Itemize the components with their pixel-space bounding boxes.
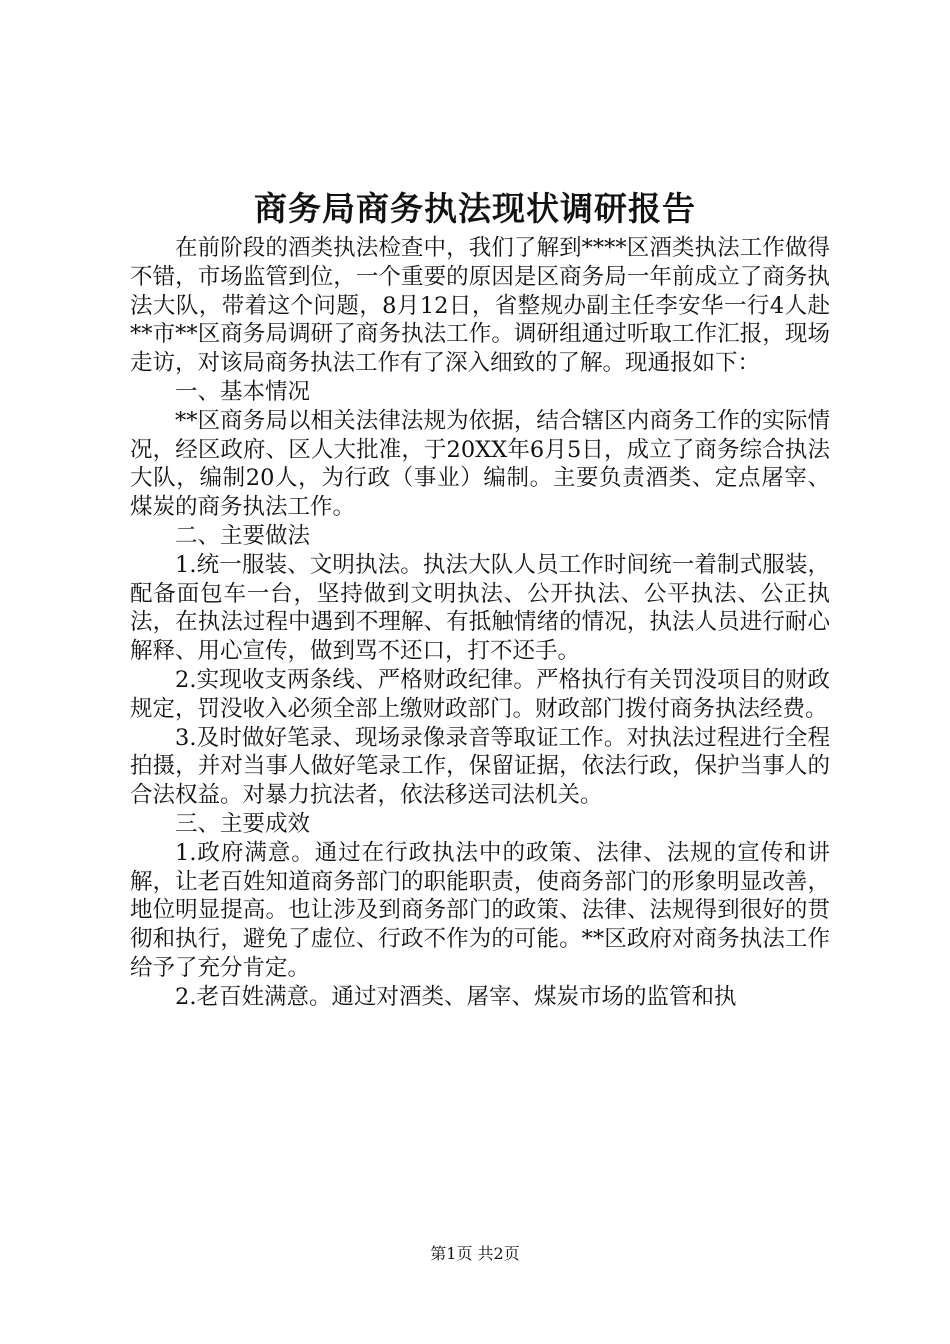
page-number-footer: 第1页 共2页 — [430, 1244, 520, 1263]
document-title: 商务局商务执法现状调研报告 — [254, 189, 696, 228]
section-heading-main-results: 三、主要成效 — [175, 810, 311, 837]
result-paragraph-1: 1.政府满意。通过在行政执法中的政策、法律、法规的宣传和讲解，让老百姓知道商务部门的职能职责，使商务部门的形象明显改善，地位明显提高。也让涉及到商务部门的政策、法律、法规得到很好的贯彻和执行，避免了虚位、行政不作为的可能。**区政府对商务执法工作给予了充分肯定。 — [130, 839, 830, 981]
intro-paragraph: 在前阶段的酒类执法检查中，我们了解到****区酒类执法工作做得不错，市场监管到位，一个重要的原因是区商务局一年前成立了商务执法大队，带着这个问题，8月12日，省整规办副主任李安华一行4人赴**市**区商务局调研了商务执法工作。调研组通过听取工作汇报，现场走访，对该局商务执法工作有了深入细致的了解。现通报如下： — [130, 235, 830, 377]
basic-situation-paragraph: **区商务局以相关法律法规为依据，结合辖区内商务工作的实际情况，经区政府、区人大批准，于20XX年6月5日，成立了商务综合执法大队，编制20人，为行政（事业）编制。主要负责酒类、定点屠宰、煤炭的商务执法工作。 — [130, 407, 830, 521]
document-body — [130, 234, 830, 1012]
section-heading-basic-situation: 一、基本情况 — [175, 378, 311, 405]
result-paragraph-2: 2.老百姓满意。通过对酒类、屠宰、煤炭市场的监管和执 — [175, 983, 737, 1010]
practice-paragraph-3: 3.及时做好笔录、现场录像录音等取证工作。对执法过程进行全程拍摄，并对当事人做好笔录工作，保留证据，依法行政，保护当事人的合法权益。对暴力抗法者，依法移送司法机关。 — [130, 724, 830, 809]
practice-paragraph-1: 1.统一服装、文明执法。执法大队人员工作时间统一着制式服装，配备面包车一台，坚持做到文明执法、公开执法、公平执法、公正执法，在执法过程中遇到不理解、有抵触情绪的情况，执法人员进行耐心解释、用心宣传，做到骂不还口，打不还手。 — [130, 551, 830, 665]
practice-paragraph-2: 2.实现收支两条线、严格财政纪律。严格执行有关罚没项目的财政规定，罚没收入必须全部上缴财政部门。财政部门拨付商务执法经费。 — [130, 666, 830, 722]
section-heading-main-practices: 二、主要做法 — [175, 522, 311, 549]
